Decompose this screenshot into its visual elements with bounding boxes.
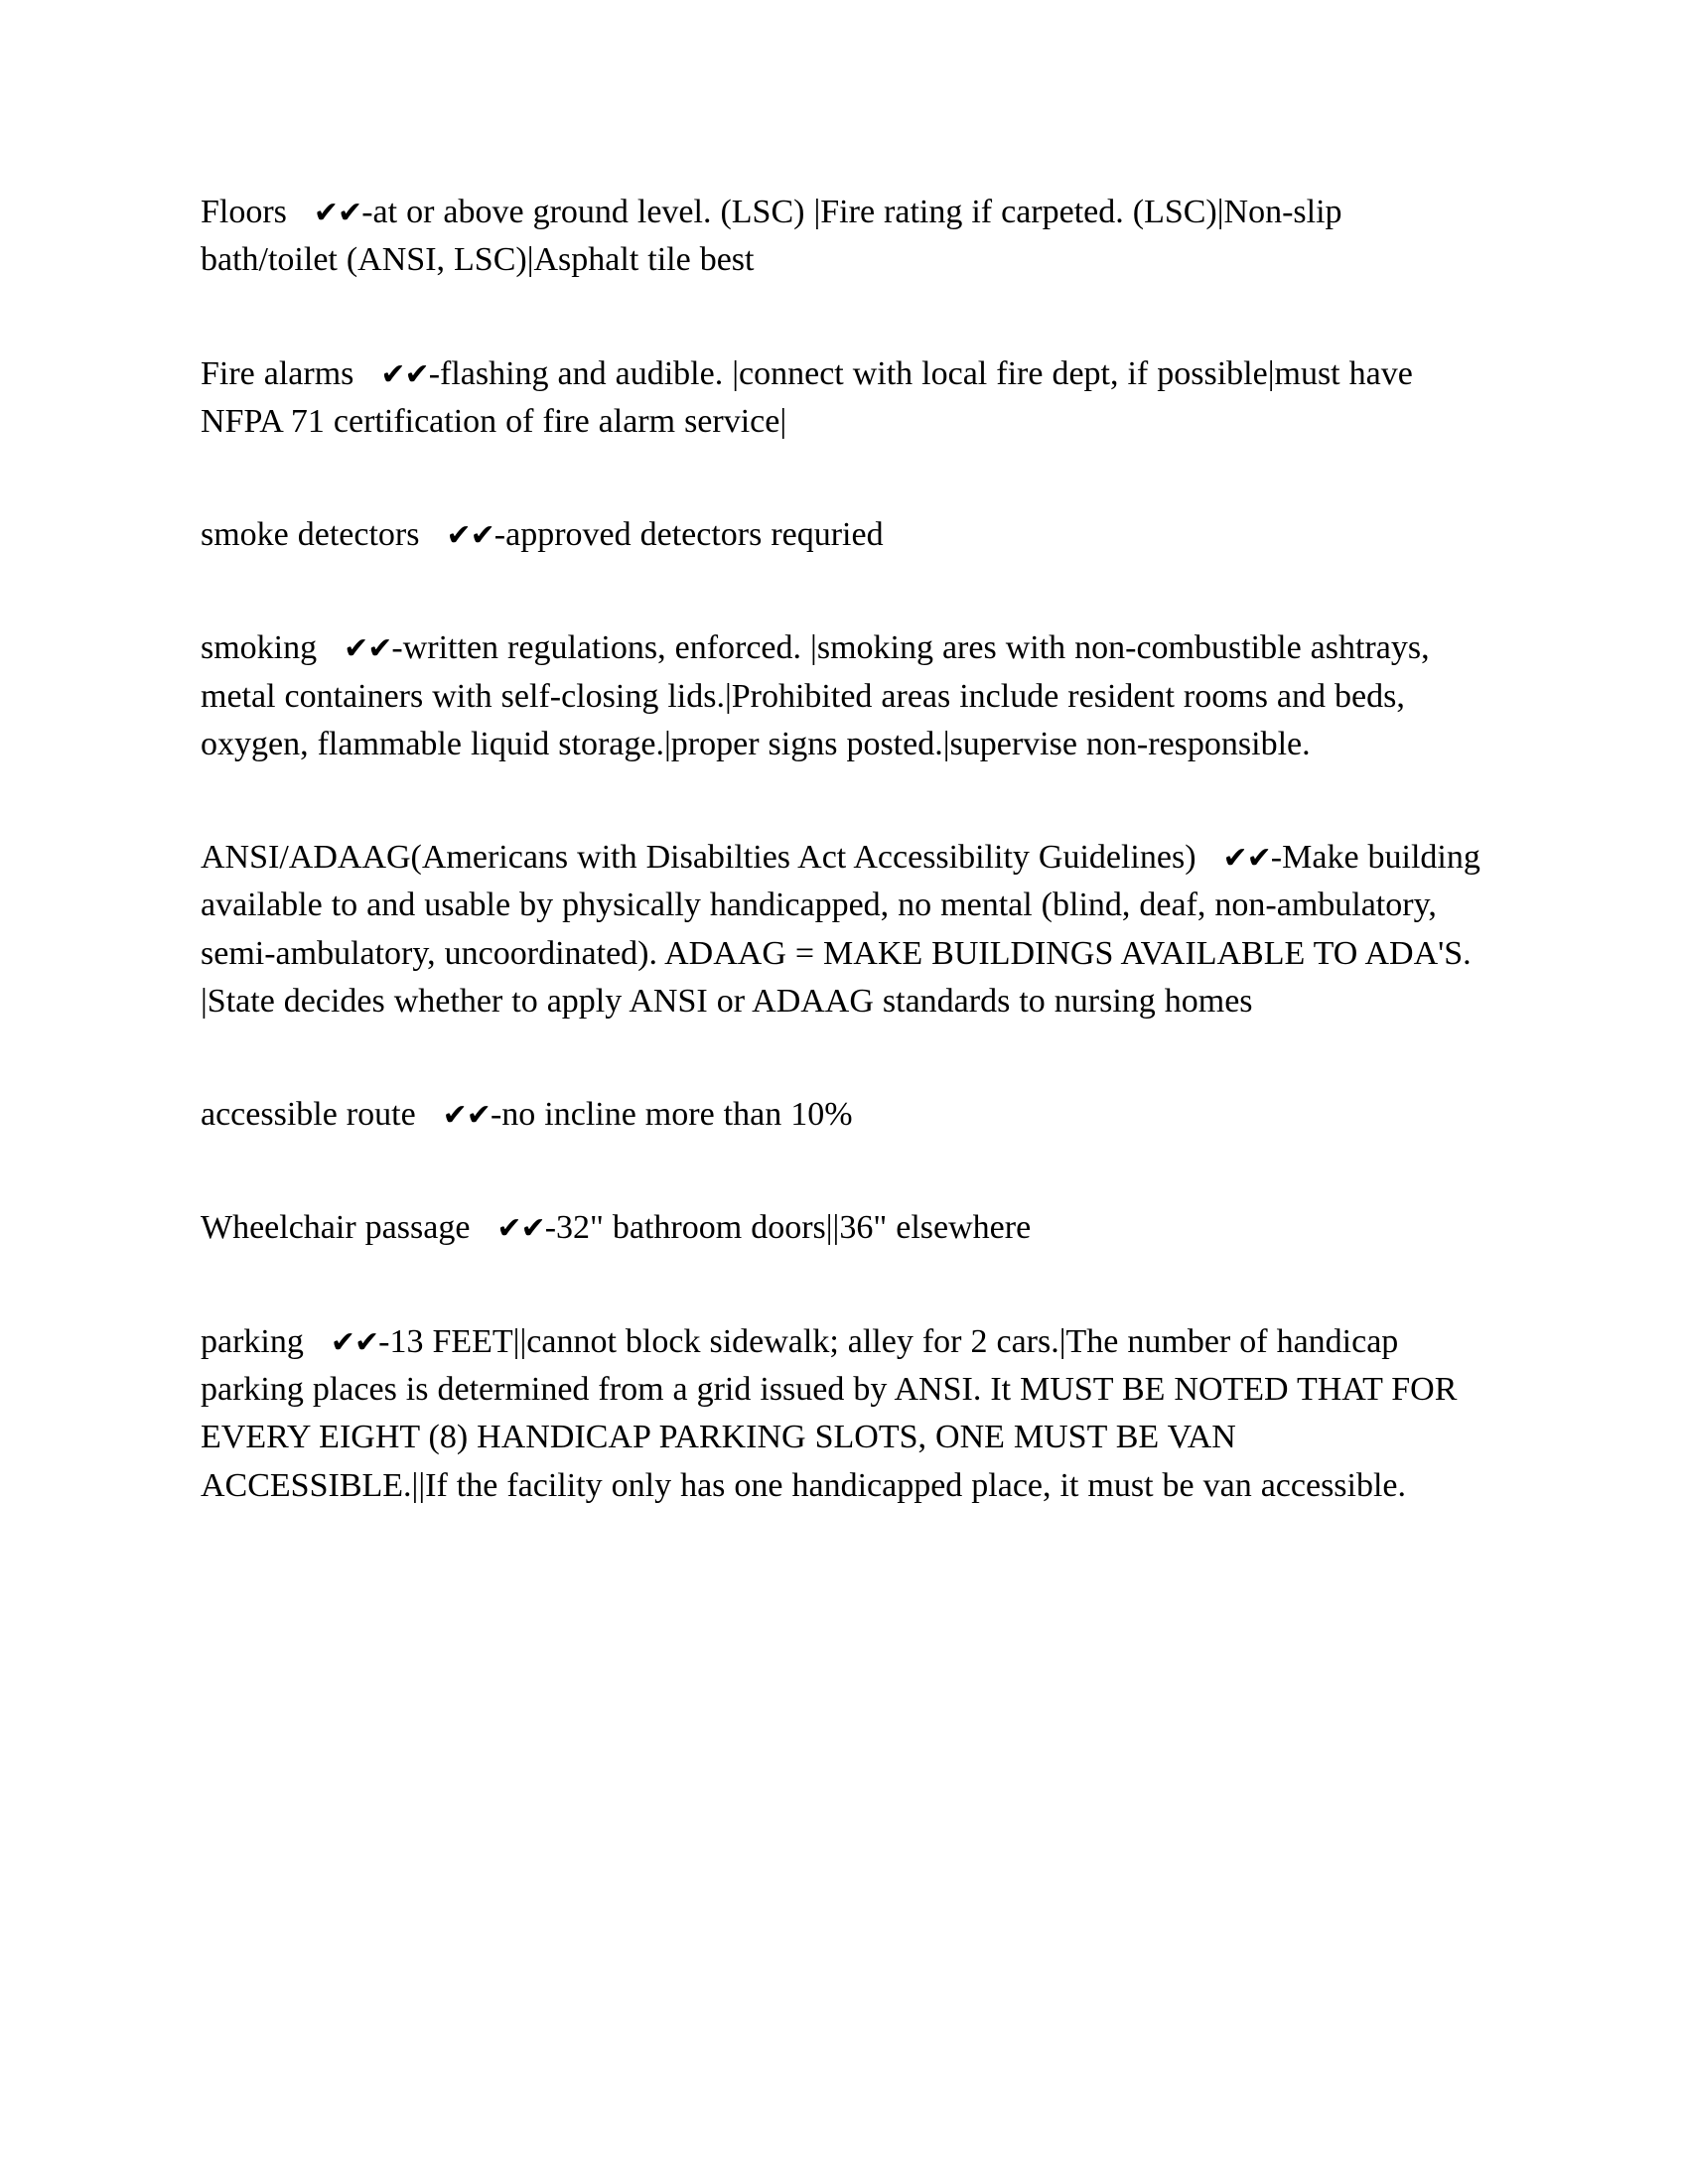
entry-term: ANSI/ADAAG(Americans with Disabilties Act Accessibility Guidelines) [201,839,1223,877]
entry-term: smoking [201,629,345,667]
entry-definition: -written regulations, enforced. |smoking ares with non-combustible ashtrays, metal containers with self-closing lids.|Prohibited areas include resident rooms and beds, oxygen, flammable liquid storage.|proper signs posted.|supervise non-responsible. [201,629,1430,762]
entry-term: Wheelchair passage [201,1209,497,1247]
entry-term: smoke detectors [201,516,447,554]
entry-definition: -32" bathroom doors||36" elsewhere [544,1209,1032,1247]
double-check-icon: ✔✔ [496,1211,545,1247]
entry-definition: -no incline more than 10% [490,1096,853,1134]
entry-definition: -at or above ground level. (LSC) |Fire rating if carpeted. (LSC)|Non-slip bath/toilet (ANSI, LSC)|Asphalt tile best [201,194,1342,279]
glossary-entry [201,834,1484,1025]
entry-term: parking [201,1322,331,1360]
glossary-entry [201,189,1484,285]
entry-definition: -Make building available to and usable by physically handicapped, no mental (blind, deaf, non-ambulatory, semi-ambulatory, uncoordinated). ADAAG = MAKE BUILDINGS AVAILABLE TO ADA'S. |State decides whether to apply ANSI or ADAAG standards to nursing homes [201,839,1480,1020]
glossary-entry [201,1091,1484,1139]
glossary-entry [201,1204,1484,1252]
entry-term: Fire alarms [201,354,381,392]
entry-definition: -flashing and audible. |connect with local fire dept, if possible|must have NFPA 71 certification of fire alarm service| [201,354,1413,440]
entry-definition: -approved detectors requried [493,516,884,554]
glossary-entry [201,350,1484,447]
entry-term: accessible route [201,1096,443,1134]
glossary-entry [201,511,1484,559]
double-check-icon: ✔✔ [380,356,429,392]
entry-term: Floors [201,194,314,230]
glossary-entry [201,1318,1484,1510]
entry-definition: -13 FEET||cannot block sidewalk; alley for 2 cars.|The number of handicap parking places is determined from a grid issued by ANSI. It MUST BE NOTED THAT FOR EVERY EIGHT (8) HANDICAP PARKING SLOTS, ONE MUST BE VAN ACCESSIBLE.||If the facility only has one handicapped place, it must be van accessible. [201,1322,1458,1504]
double-check-icon: ✔✔ [446,518,494,554]
double-check-icon: ✔✔ [344,631,392,667]
double-check-icon: ✔✔ [1222,841,1271,877]
double-check-icon: ✔✔ [442,1098,491,1134]
double-check-icon: ✔✔ [313,196,362,230]
double-check-icon: ✔✔ [330,1324,379,1360]
glossary-entry [201,624,1484,768]
